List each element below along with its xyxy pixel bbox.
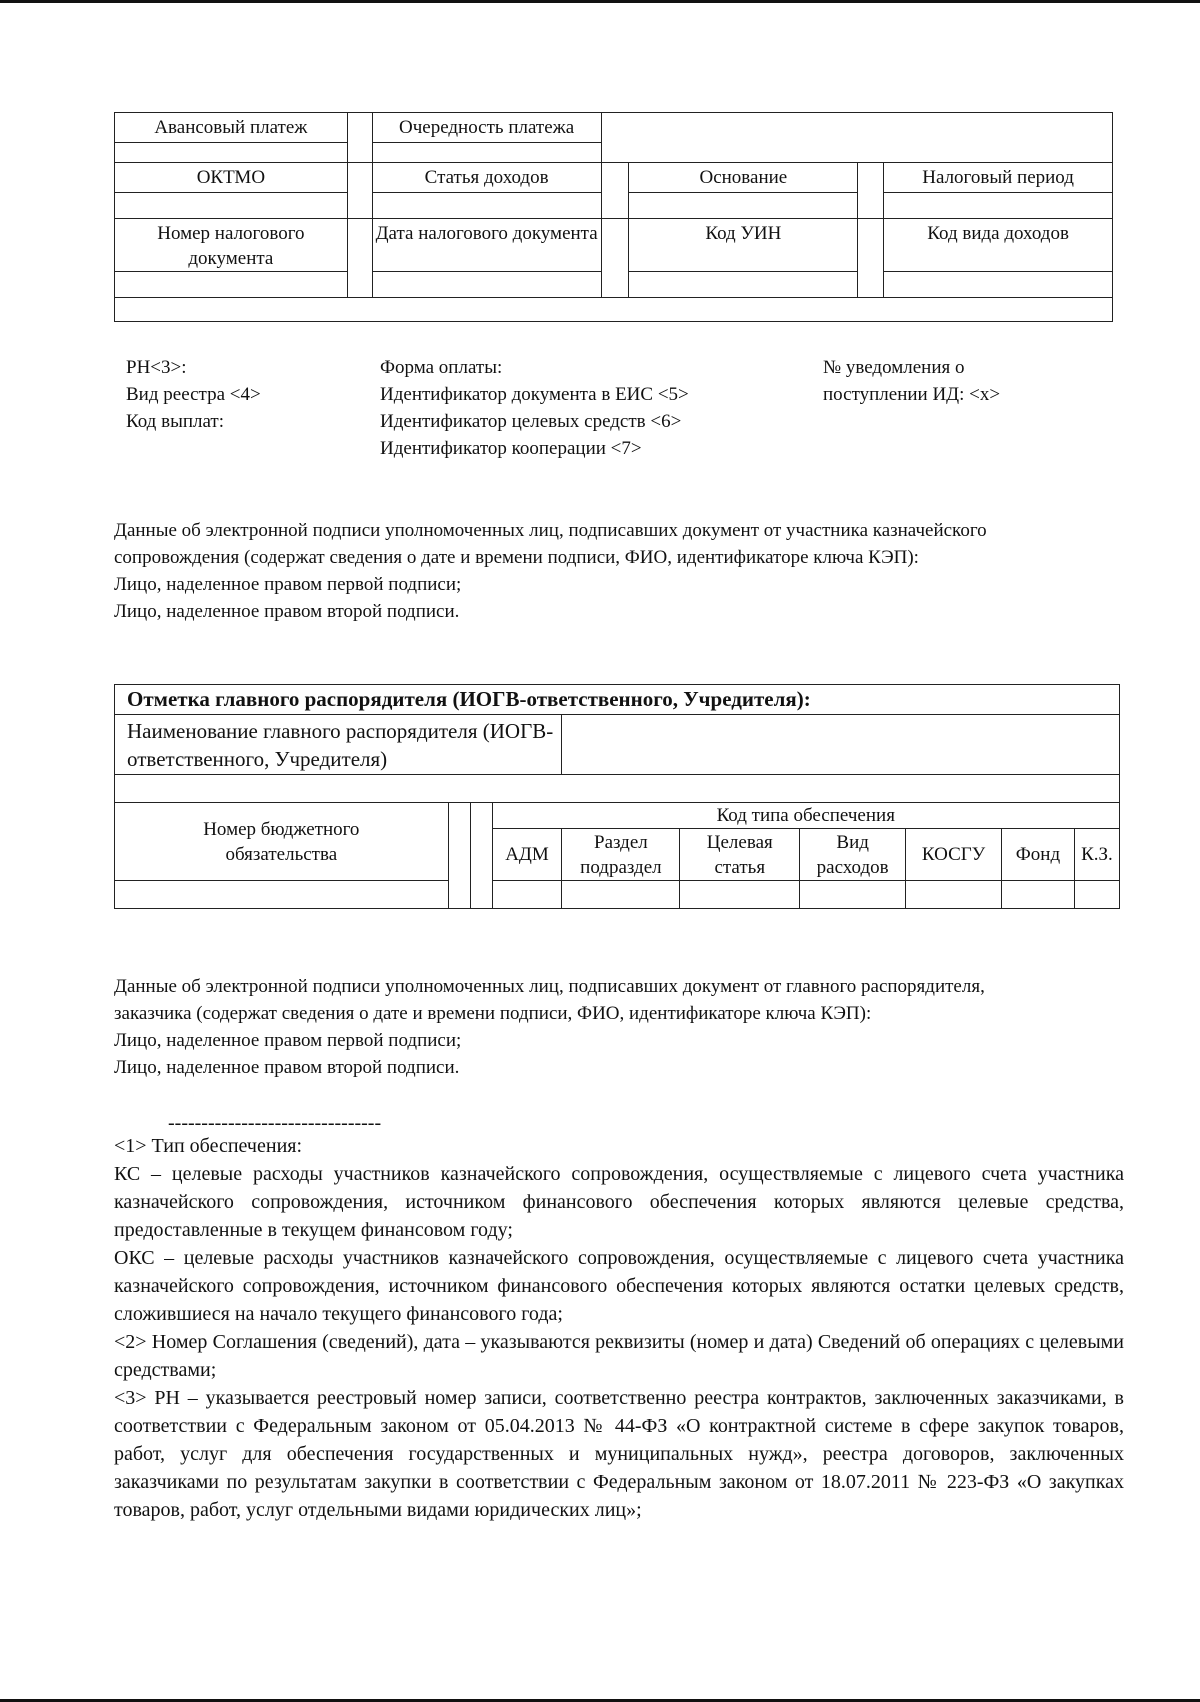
second-signer: Лицо, наделенное правом второй подписи. [114,601,460,622]
spacer-cell [470,803,492,909]
basis-label: Основание [629,163,858,193]
empty-row [115,298,1113,322]
budget-obligation-label: Номер бюджетного обязательства [115,803,449,881]
signature-block-1 [114,517,1134,625]
uin-code-value [629,272,858,298]
payment-order-label: Очередность платежа [372,113,601,143]
cooperation-id-label: Идентификатор кооперации <7> [380,438,642,459]
target-funds-id-label: Идентификатор целевых средств <6> [380,411,682,432]
page-top-edge [0,0,1200,3]
spacer-cell [858,219,884,298]
oktmo-label: ОКТМО [115,163,348,193]
signature-text: Данные об электронной подписи уполномоченных лиц, подписавших документ от главного распорядителя, [114,976,985,997]
tax-doc-date-label: Дата налогового документа [372,219,601,272]
signature-text: Данные об электронной подписи уполномоченных лиц, подписавших документ от участника казначейского [114,520,987,541]
first-signer: Лицо, наделенное правом первой подписи; [114,1030,462,1051]
info-column-1 [126,354,366,435]
payment-attributes-table [114,112,1113,322]
income-type-code-value [884,272,1113,298]
footnotes [114,1114,1124,1524]
spacer-cell [858,163,884,219]
tax-doc-number-value [115,272,348,298]
kz-value [1074,881,1119,909]
section-value [562,881,680,909]
uin-code-label: Код УИН [629,219,858,272]
security-type-label: Код типа обеспечения [492,803,1119,829]
info-column-2 [380,354,800,462]
payout-code-label: Код выплат: [126,411,225,432]
col-kosgu: КОСГУ [906,829,1002,881]
spacer-cell [347,219,372,298]
income-type-code-label: Код вида доходов [884,219,1113,272]
adm-value [492,881,562,909]
fund-value [1002,881,1075,909]
tax-period-value [884,193,1113,219]
notice-number-label-2: поступлении ИД: <x> [823,384,1001,405]
col-section: Раздел подраздел [562,829,680,881]
notice-number-label: № уведомления о [823,357,965,378]
rn-label: РН<3>: [126,357,187,378]
footnote-1-title: <1> Тип обеспечения: [114,1135,303,1157]
registry-type-label: Вид реестра <4> [126,384,261,405]
budget-obligation-value [115,881,449,909]
distributor-name-value [562,715,1120,775]
tax-doc-number-label: Номер налогового документа [115,219,348,272]
income-article-label: Статья доходов [372,163,601,193]
tax-period-label: Налоговый период [884,163,1113,193]
main-distributor-table [114,684,1120,909]
target-article-value [680,881,800,909]
basis-value [629,193,858,219]
payment-order-value [372,143,601,163]
first-signer: Лицо, наделенное правом первой подписи; [114,574,462,595]
payment-form-label: Форма оплаты: [380,357,503,378]
tax-doc-date-value [372,272,601,298]
spacer-cell [601,219,629,298]
empty-row [115,775,1120,803]
footnote-3: <3> РН – указывается реестровый номер записи, соответственно реестра контрактов, заключенных заказчиками, в соответствии с Федеральным законом от 05.04.2013 № 44-ФЗ «О контрактной системе в сфере закупок товаров, работ, услуг для обеспечения государственных и муниципальных нужд», реестра договоров, заключенных заказчиками по результатам закупки в соответствии с Федеральным законом от 18.07.2011 № 223-ФЗ «О закупках товаров, работ, услуг отдельными видами юридических лиц»; [114,1387,1124,1521]
col-target-article: Целевая статья [680,829,800,881]
spacer-cell [601,163,629,219]
advance-payment-label: Авансовый платеж [115,113,348,143]
empty-cell [601,113,1112,163]
col-fund: Фонд [1002,829,1075,881]
footnote-1-ks: КС – целевые расходы участников казначейского сопровождения, осуществляемые с лицевого счета участника казначейского сопровождения, источником финансового обеспечения которых являются целевые средства, предоставленные в текущем финансовом году; [114,1163,1124,1241]
spacer-cell [347,113,372,163]
col-expense-type: Вид расходов [800,829,906,881]
expense-type-value [800,881,906,909]
income-article-value [372,193,601,219]
footnote-1-oks: ОКС – целевые расходы участников казначейского сопровождения, осуществляемые с лицевого счета участника казначейского сопровождения, источником финансового обеспечения которых являются остатки целевых средств, сложившиеся на начало текущего финансового года; [114,1247,1124,1325]
distributor-mark-header: Отметка главного распорядителя (ИОГВ-ответственного, Учредителя): [115,685,1120,715]
footnote-2: <2> Номер Соглашения (сведений), дата – указываются реквизиты (номер и дата) Сведений об операциях с целевыми средствами; [114,1331,1124,1381]
oktmo-value [115,193,348,219]
col-kz: К.З. [1074,829,1119,881]
spacer-cell [448,803,470,909]
eis-doc-id-label: Идентификатор документа в ЕИС <5> [380,384,689,405]
col-adm: АДМ [492,829,562,881]
distributor-name-label: Наименование главного распорядителя (ИОГВ-ответственного, Учредителя) [115,715,562,775]
kosgu-value [906,881,1002,909]
footnote-separator: -------------------------------- [168,1112,382,1134]
info-column-3 [823,354,1123,408]
signature-block-2 [114,973,1144,1081]
signature-text: сопровождения (содержат сведения о дате и времени подписи, ФИО, идентификаторе ключа КЭП): [114,547,919,568]
advance-payment-value [115,143,348,163]
spacer-cell [347,163,372,219]
signature-text: заказчика (содержат сведения о дате и времени подписи, ФИО, идентификаторе ключа КЭП): [114,1003,872,1024]
second-signer: Лицо, наделенное правом второй подписи. [114,1057,460,1078]
